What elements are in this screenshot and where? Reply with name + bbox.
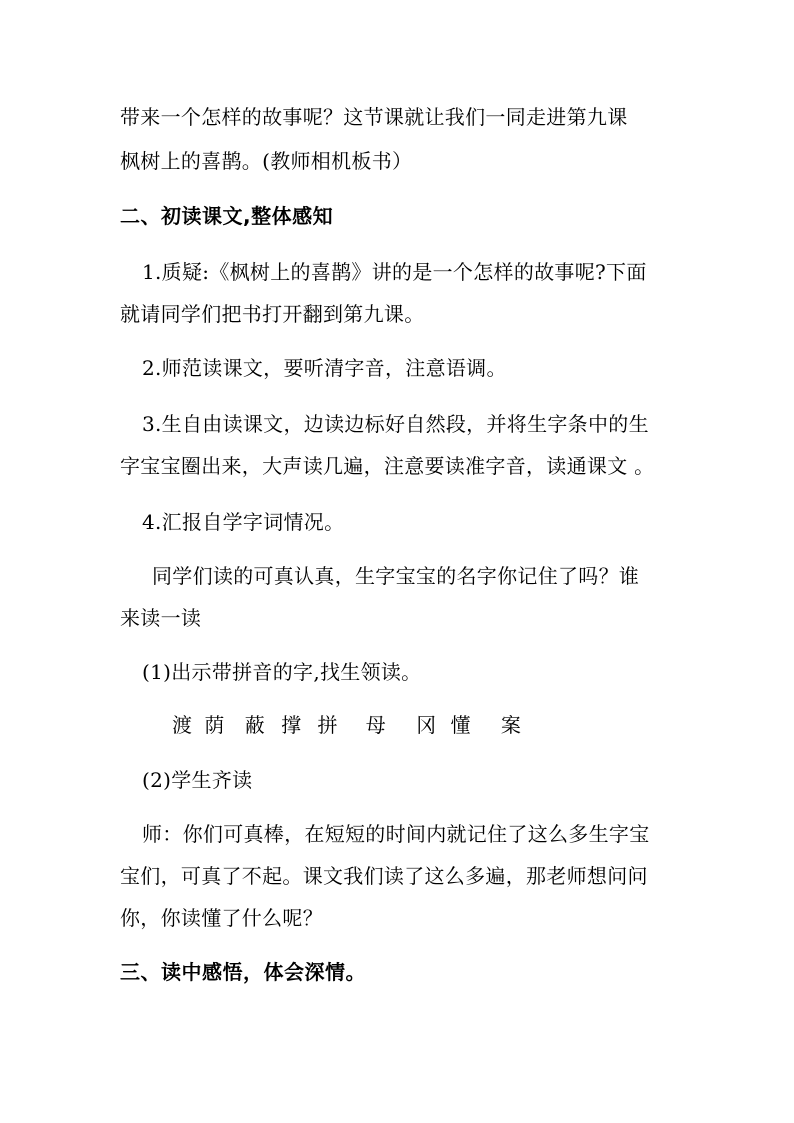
character: 母 xyxy=(365,713,386,737)
intro-line-1: 带来一个怎样的故事呢？这节课就让我们一同走进第九课 xyxy=(120,105,628,129)
sub-item-1: (1)出示带拼音的字,找生领读。 xyxy=(142,660,422,684)
teacher-line-3: 你，你读懂了什么呢？ xyxy=(120,906,323,930)
character: 冈 xyxy=(416,713,437,737)
character: 蔽 xyxy=(244,713,265,737)
character: 懂 xyxy=(450,713,471,737)
character: 渡 xyxy=(172,713,192,737)
item-2: 2.师范读课文，要听清字音，注意语调。 xyxy=(142,356,507,380)
character-list xyxy=(172,712,521,738)
item-1-line-2: 就请同学们把书打开翻到第九课。 xyxy=(120,302,425,326)
character: 拼 xyxy=(317,713,338,737)
item-4: 4.汇报自学字词情况。 xyxy=(142,510,345,534)
sub-item-2: (2)学生齐读 xyxy=(142,768,253,792)
paragraph-line-2: 来读一读 xyxy=(120,606,202,630)
item-1-line-1: 1.质疑:《枫树上的喜鹊》讲的是一个怎样的故事呢?下面 xyxy=(142,260,647,284)
teacher-line-1: 师：你们可真棒，在短短的时间内就记住了这么多生字宝 xyxy=(142,822,650,846)
section-3-heading: 三、读中感悟，体会深情。 xyxy=(120,960,366,984)
character: 荫 xyxy=(204,713,225,737)
intro-line-2: 枫树上的喜鹊。(教师相机板书） xyxy=(120,149,413,173)
character: 案 xyxy=(500,713,521,737)
teacher-line-2: 宝们，可真了不起。课文我们读了这么多遍，那老师想问问 xyxy=(120,864,648,888)
paragraph-line-1: 同学们读的可真认真，生字宝宝的名字你记住了吗？谁 xyxy=(152,564,640,588)
item-3-line-1: 3.生自由读课文，边读边标好自然段，并将生字条中的生 xyxy=(142,412,649,436)
character: 撑 xyxy=(281,713,302,737)
item-3-line-2: 字宝宝圈出来，大声读几遍，注意要读准字音，读通课文 。 xyxy=(120,454,655,478)
section-2-heading: 二、初读课文,整体感知 xyxy=(120,204,334,228)
